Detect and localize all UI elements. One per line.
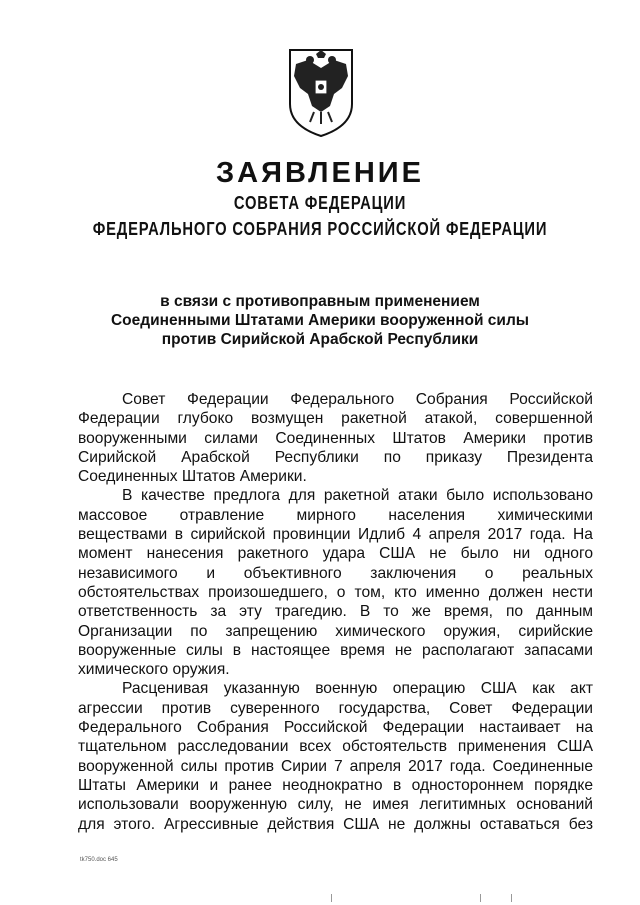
footer-code: tk750.doc 645 [80, 857, 118, 863]
body-line: массовое отравление мирного населения химическими [78, 506, 593, 524]
coat-of-arms-emblem [286, 46, 356, 138]
document-subtitle-line-1: СОВЕТА ФЕДЕРАЦИИ [233, 193, 407, 213]
body-line: Сирийской Арабской Республики по приказу Президента [78, 448, 593, 466]
body-line: агрессии против суверенного государства, Совет Федерации [78, 699, 593, 717]
body-line: вооруженные силы в настоящее время не располагают запасами [78, 641, 593, 659]
scan-mark [480, 894, 481, 902]
document-title: ЗАЯВЛЕНИЕ [216, 157, 424, 189]
body-line: ответственность за эту трагедию. В то же время, по данным [78, 603, 593, 621]
body-line: В качестве предлога для ракетной атаки было использовано [122, 487, 593, 505]
subject-line: против Сирийской Арабской Республики [161, 331, 479, 348]
body-line: вооруженными силами Соединенных Штатов Америки против [78, 429, 593, 447]
document-body [78, 390, 593, 834]
body-line: Соединенных Штатов Америки. [78, 468, 307, 486]
body-line: тщательном расследовании всех обстоятельств применения США [78, 738, 593, 756]
body-line: Расценивая указанную военную операцию США как акт [122, 680, 593, 698]
body-line: для этого. Агрессивные действия США не должны оставаться без [78, 815, 593, 833]
body-line: Федерального Собрания Российской Федерации настаивает на [78, 719, 593, 737]
body-line: использовали вооруженную силу, не имея легитимных оснований [78, 796, 593, 814]
body-line: веществами в сирийской провинции Идлиб 4 апреля 2017 года. На [78, 526, 593, 544]
body-line: Организации по запрещению химического оружия, сирийские [78, 622, 593, 640]
scan-mark [331, 894, 332, 902]
body-line: Совет Федерации Федерального Собрания Российской [122, 391, 593, 408]
document-subject [0, 292, 640, 349]
subject-line: в связи с противоправным применением [160, 293, 480, 310]
scan-mark [511, 894, 512, 902]
body-line: химического оружия. [78, 661, 230, 679]
body-line: обстоятельствах произошедшего, о том, кто именно должен нести [78, 583, 593, 601]
document-subtitle-line-2: ФЕДЕРАЛЬНОГО СОБРАНИЯ РОССИЙСКОЙ ФЕДЕРАЦИИ [92, 219, 548, 239]
body-line: Федерации глубоко возмущен ракетной атакой, совершенной [78, 410, 593, 428]
subject-line: Соединенными Штатами Америки вооруженной силы [110, 312, 530, 329]
body-line: Штаты Америки и ранее неоднократно в одностороннем порядке [78, 776, 593, 794]
body-line: вооруженной силы против Сирии 7 апреля 2017 года. Соединенные [78, 757, 593, 775]
body-line: момент нанесения ракетного удара США не было ни одного [78, 545, 593, 563]
body-line: независимого и объективного заключения о реальных [78, 564, 593, 582]
